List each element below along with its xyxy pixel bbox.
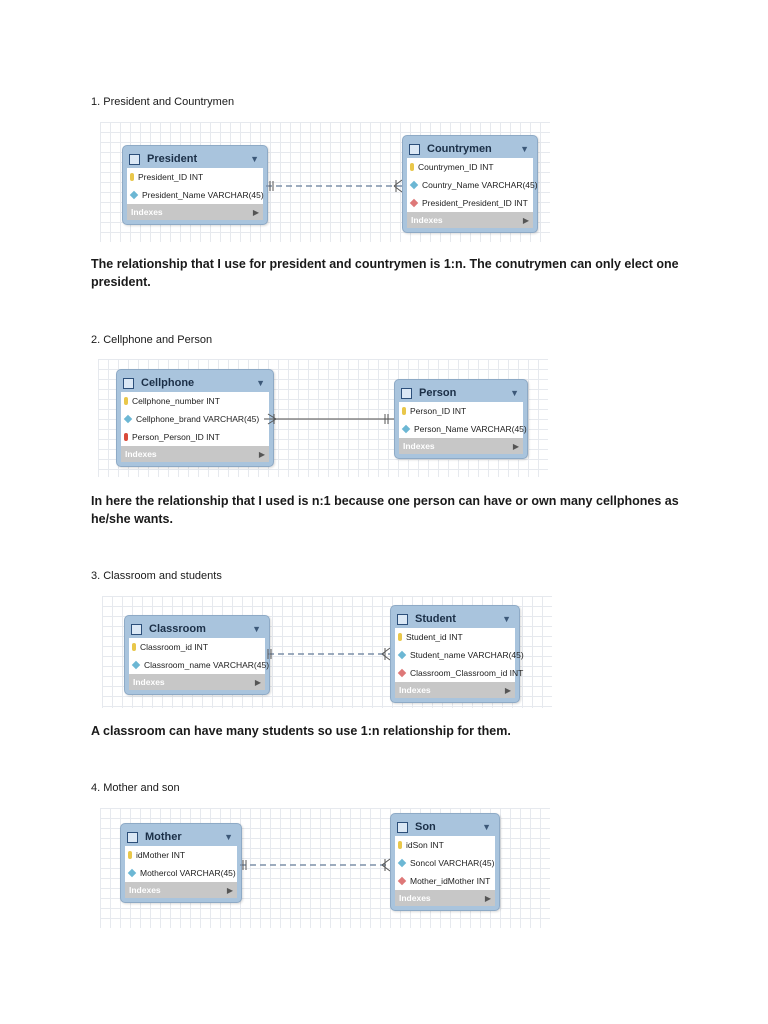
indexes-bar[interactable]: Indexes ▶: [399, 438, 523, 454]
table-icon: [397, 822, 408, 833]
entity-student[interactable]: [390, 605, 524, 703]
section-paragraph-2: In here the relationship that I used is n:1 because one person can have or own many cellphones as he/she wants.: [91, 494, 679, 526]
column-row[interactable]: Student_name VARCHAR(45): [395, 646, 515, 664]
primary-key-icon: [398, 633, 402, 641]
entity-title: President: [147, 153, 198, 165]
column-row[interactable]: Person_Name VARCHAR(45): [399, 420, 523, 438]
indexes-bar[interactable]: Indexes ▶: [127, 204, 263, 220]
column-row[interactable]: Countrymen_ID INT: [407, 158, 533, 176]
chevron-down-icon[interactable]: ▼: [256, 378, 265, 388]
section-heading-4: 4. Mother and son: [91, 782, 180, 794]
primary-key-icon: [398, 841, 402, 849]
column-row[interactable]: Person_ID INT: [399, 402, 523, 420]
column-row[interactable]: President_President_ID INT: [407, 194, 533, 212]
chevron-down-icon[interactable]: ▼: [510, 388, 519, 398]
entity-person[interactable]: [394, 379, 528, 459]
column-row[interactable]: Country_Name VARCHAR(45): [407, 176, 533, 194]
section-paragraph-3: A classroom can have many students so use 1:n relationship for them.: [91, 724, 511, 738]
er-diagram-3: [102, 596, 552, 708]
triangle-right-icon: ▶: [252, 207, 259, 217]
chevron-down-icon[interactable]: ▼: [502, 614, 511, 624]
indexes-bar[interactable]: Indexes ▶: [129, 674, 265, 690]
table-icon: [409, 144, 420, 155]
triangle-right-icon: ▶: [254, 677, 261, 687]
entity-title: Mother: [145, 831, 182, 843]
triangle-right-icon: ▶: [522, 215, 529, 225]
entity-son[interactable]: [390, 813, 500, 911]
entity-title: Countrymen: [427, 143, 492, 155]
foreign-key-diamond-icon: [398, 877, 406, 885]
er-diagram-2: [98, 359, 548, 477]
primary-key-icon: [402, 407, 406, 415]
indexes-bar[interactable]: Indexes ▶: [395, 890, 495, 906]
column-row[interactable]: Cellphone_brand VARCHAR(45): [121, 410, 269, 428]
entity-title: Son: [415, 821, 436, 833]
column-row[interactable]: Classroom_Classroom_id INT: [395, 664, 515, 682]
entity-title: Classroom: [149, 623, 206, 635]
section-heading-2: 2. Cellphone and Person: [91, 334, 213, 346]
indexes-bar[interactable]: Indexes ▶: [121, 446, 269, 462]
foreign-key-diamond-icon: [410, 199, 418, 207]
triangle-right-icon: ▶: [504, 685, 511, 695]
triangle-right-icon: ▶: [226, 885, 233, 895]
entity-title: Cellphone: [141, 377, 195, 389]
column-row[interactable]: Soncol VARCHAR(45): [395, 854, 495, 872]
indexes-bar[interactable]: Indexes ▶: [125, 882, 237, 898]
table-icon: [397, 614, 408, 625]
column-row[interactable]: idMother INT: [125, 846, 237, 864]
section-paragraph-1: The relationship that I use for president and countrymen is 1:n. The conutrymen can only elect one president.: [91, 257, 679, 289]
foreign-key-diamond-icon: [398, 669, 406, 677]
triangle-right-icon: ▶: [484, 893, 491, 903]
entity-title: Person: [419, 387, 457, 399]
section-heading-1: 1. President and Countrymen: [91, 96, 235, 108]
indexes-bar[interactable]: Indexes ▶: [395, 682, 515, 698]
column-row[interactable]: Classroom_name VARCHAR(45): [129, 656, 265, 674]
column-row[interactable]: Person_Person_ID INT: [121, 428, 269, 446]
column-row[interactable]: Classroom_id INT: [129, 638, 265, 656]
column-diamond-icon: [398, 651, 406, 659]
entity-title: Student: [415, 613, 456, 625]
column-row[interactable]: Mothercol VARCHAR(45): [125, 864, 237, 882]
triangle-right-icon: ▶: [512, 441, 519, 451]
primary-key-icon: [410, 163, 414, 171]
section-heading-3: 3. Classroom and students: [91, 570, 222, 582]
column-row[interactable]: President_ID INT: [127, 168, 263, 186]
chevron-down-icon[interactable]: ▼: [252, 624, 261, 634]
column-diamond-icon: [398, 859, 406, 867]
triangle-right-icon: ▶: [258, 449, 265, 459]
column-row[interactable]: Cellphone_number INT: [121, 392, 269, 410]
column-row[interactable]: idSon INT: [395, 836, 495, 854]
chevron-down-icon[interactable]: ▼: [250, 154, 259, 164]
er-diagram-4: [100, 808, 550, 928]
chevron-down-icon[interactable]: ▼: [520, 144, 529, 154]
entity-countrymen[interactable]: [402, 135, 538, 233]
column-diamond-icon: [402, 425, 410, 433]
column-diamond-icon: [410, 181, 418, 189]
indexes-bar[interactable]: Indexes ▶: [407, 212, 533, 228]
table-icon: [401, 388, 412, 399]
column-row[interactable]: Student_id INT: [395, 628, 515, 646]
chevron-down-icon[interactable]: ▼: [224, 832, 233, 842]
column-row[interactable]: Mother_idMother INT: [395, 872, 495, 890]
column-row[interactable]: President_Name VARCHAR(45): [127, 186, 263, 204]
chevron-down-icon[interactable]: ▼: [482, 822, 491, 832]
er-diagram-1: [100, 122, 550, 242]
